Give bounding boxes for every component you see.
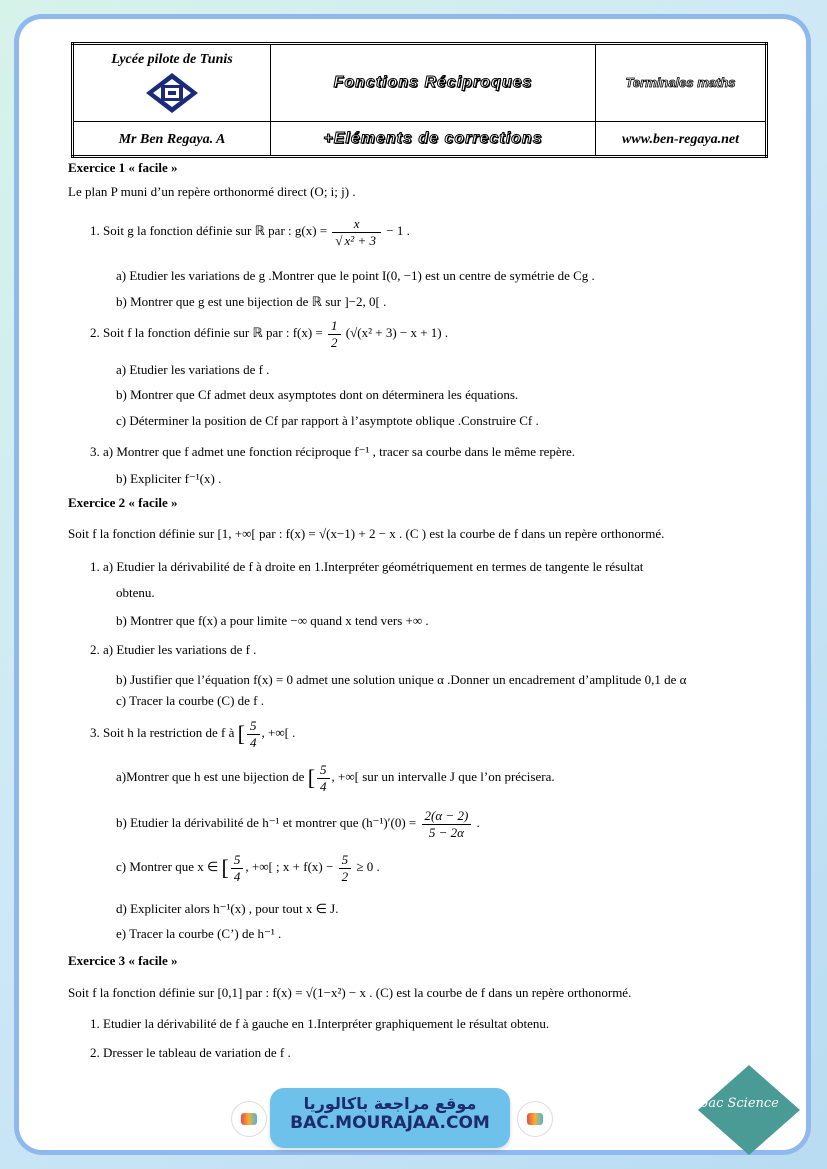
- exercise-1-intro: Le plan P muni d’un repère orthonormé direct (O; i; j) .: [68, 184, 356, 199]
- ex1-question-3b: b) Expliciter f⁻¹(x) .: [116, 471, 222, 486]
- website-link[interactable]: www.ben-regaya.net: [622, 131, 739, 147]
- footer-banner[interactable]: [270, 1088, 510, 1148]
- ex1-q2-num: 1: [328, 318, 341, 335]
- ex2-question-2b: b) Justifier que l’équation f(x) = 0 admet une solution unique α .Donner un encadrement d’amplitude 0,1 de α: [116, 672, 687, 687]
- ex2-question-3d: d) Expliciter alors h⁻¹(x) , pour tout x ∈ J.: [116, 901, 339, 916]
- ex3-question-2: 2. Dresser le tableau de variation de f .: [90, 1045, 291, 1060]
- author-cell: [73, 122, 271, 157]
- ex2-question-3: 3. Soit h la restriction de f à [ $\frac{5}{4}$ , +∞[ .: [90, 718, 296, 750]
- ex2-q3b-fraction: $\frac{2(\alpha - 2)}{5 - 2\alpha}$: [422, 808, 472, 840]
- level-label: Terminales maths: [625, 75, 736, 90]
- author-name: Mr Ben Regaya. A: [118, 131, 226, 147]
- exercise-2-heading: Exercice 2 « facile »: [68, 495, 178, 510]
- ex1-q1-den: x² + 3: [344, 232, 376, 248]
- ex1-q2-fraction: [328, 318, 341, 350]
- exercise-1-heading: Exercice 1 « facile »: [68, 160, 178, 175]
- ex2-q3-fraction: $\frac{5}{4}$: [247, 718, 260, 750]
- ex2-question-1b: b) Montrer que f(x) a pour limite −∞ quand x tend vers +∞ .: [116, 613, 429, 628]
- ex2-question-1a: 1. a) Etudier la dérivabilité de f à droite en 1.Interpréter géométriquement en termes de tangente le résultat: [90, 559, 644, 574]
- ex2-question-3c: c) Montrer que x ∈ [ $\frac{5}{4}$ , +∞[ ; x + f(x) − $\frac{5}{2}$ ≥ 0 .: [116, 852, 380, 884]
- ex1-question-1a: a) Etudier les variations de g .Montrer que le point I(0, −1) est un centre de symétrie de Cg .: [116, 268, 595, 283]
- level-cell: [596, 44, 767, 122]
- school-name: Lycée pilote de Tunis: [111, 52, 233, 67]
- ex1-q1-text: 1. Soit g la fonction définie sur ℝ par : g(x) =: [90, 223, 328, 239]
- ex2-q3a-fraction: $\frac{5}{4}$: [317, 762, 330, 794]
- document-title: Fonctions Réciproques: [333, 74, 533, 91]
- ex1-q2-text: 2. Soit f la fonction définie sur ℝ par : f(x) =: [90, 325, 323, 341]
- ex1-q1-num: x: [332, 216, 381, 233]
- footer-arabic-title: موقع مراجعة باكالوريا: [303, 1094, 477, 1113]
- document-subtitle: +Eléments de corrections: [323, 129, 543, 147]
- ex1-question-2b: b) Montrer que Cf admet deux asymptotes dont on déterminera les équations.: [116, 387, 519, 402]
- ex2-question-3b: b) Etudier la dérivabilité de h⁻¹ et montrer que (h⁻¹)′(0) = $\frac{2(\alpha - 2)}{5 - 2\alpha}$ .: [116, 808, 480, 840]
- ex1-q1-fraction: $\frac{x}{\text{√ x² + 3}}$: [332, 216, 381, 248]
- ex1-q2-den: 2: [331, 334, 338, 350]
- ex2-question-3a: a)Montrer que h est une bijection de [ $\frac{5}{4}$ , +∞[ sur un intervalle J que l’on précisera.: [116, 762, 555, 794]
- ex1-question-2: [90, 318, 448, 350]
- ex1-q2-tail: (√(x² + 3) − x + 1) .: [345, 325, 449, 341]
- subtitle-cell: [271, 122, 596, 157]
- ex1-question-2c: c) Déterminer la position de Cf par rapport à l’asymptote oblique .Construire Cf .: [116, 413, 539, 428]
- site-cell: [596, 122, 767, 157]
- footer-right-badge-icon: [518, 1102, 552, 1136]
- title-cell: [271, 44, 596, 122]
- footer-url-link[interactable]: BAC.MOURAJAA.COM: [290, 1113, 490, 1133]
- ex1-question-1b: b) Montrer que g est une bijection de ℝ sur ]−2, 0[ .: [116, 294, 387, 309]
- bac-science-logo-text: bac Science: [700, 1096, 779, 1111]
- ex1-question-1: [90, 216, 410, 248]
- ex2-question-3e: e) Tracer la courbe (C’) de h⁻¹ .: [116, 926, 282, 941]
- ex3-question-1: 1. Etudier la dérivabilité de f à gauche en 1.Interpréter graphiquement le résultat obtenu.: [90, 1016, 550, 1031]
- ex1-question-3a: 3. a) Montrer que f admet une fonction réciproque f⁻¹ , tracer sa courbe dans le même repère.: [90, 444, 576, 459]
- exercise-3-heading: Exercice 3 « facile »: [68, 953, 178, 968]
- school-logo-icon: [145, 72, 199, 114]
- exercise-2-intro: Soit f la fonction définie sur [1, +∞[ par : f(x) = √(x−1) + 2 − x . (C ) est la courbe de f dans un repère orthonormé.: [68, 526, 665, 541]
- school-cell: [73, 44, 271, 122]
- ex2-question-1a-cont: obtenu.: [116, 585, 155, 600]
- ex2-question-2a: 2. a) Etudier les variations de f .: [90, 642, 257, 657]
- footer-left-badge-icon: [232, 1102, 266, 1136]
- exercise-3-intro: Soit f la fonction définie sur [0,1] par : f(x) = √(1−x²) − x . (C) est la courbe de f dans un repère orthonormé.: [68, 985, 632, 1000]
- header-table: [71, 42, 768, 158]
- ex1-question-2a: a) Etudier les variations de f .: [116, 362, 270, 377]
- ex1-q1-tail: − 1 .: [386, 223, 410, 239]
- ex2-question-2c: c) Tracer la courbe (C) de f .: [116, 693, 264, 708]
